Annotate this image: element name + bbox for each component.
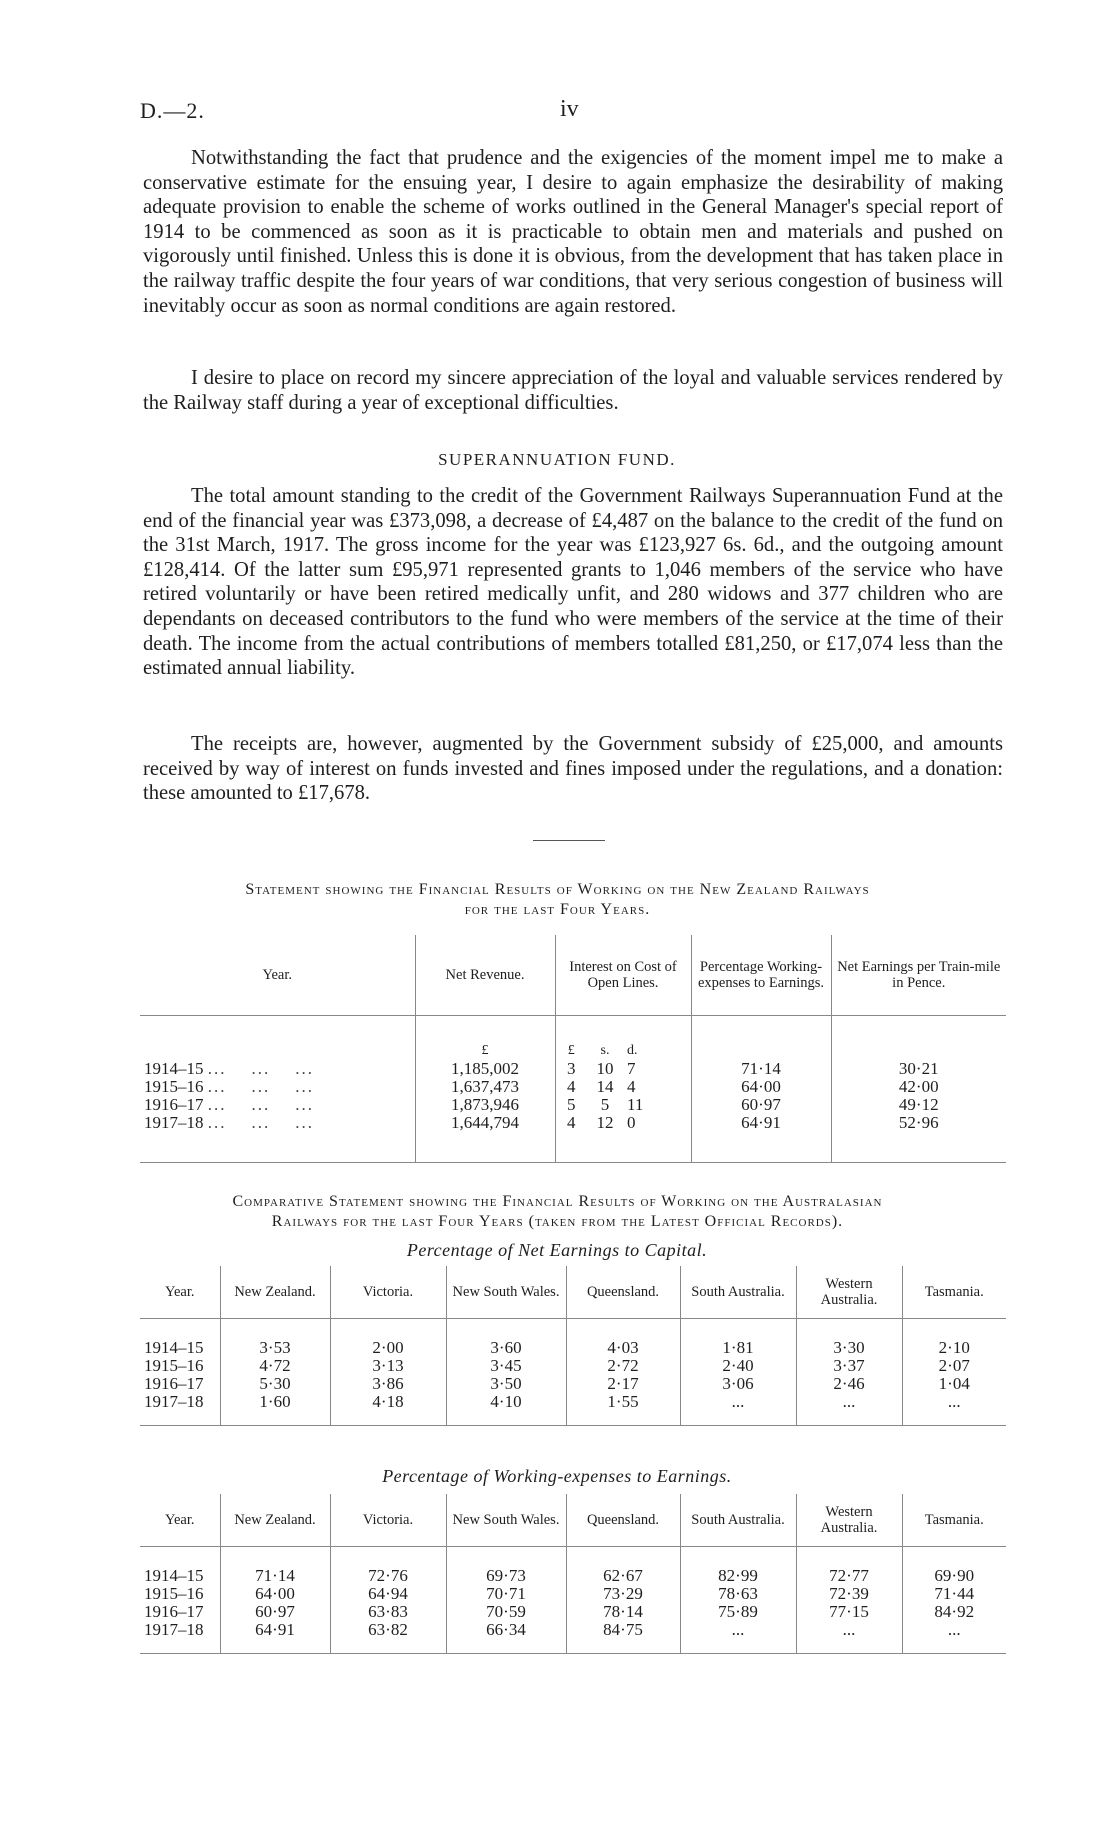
nz-caption-line-1: Statement showing the Financial Results of Working on the New Zealand Railways xyxy=(245,881,870,898)
cell-value: 84·92 xyxy=(902,1603,1006,1621)
cell-value: 2·00 xyxy=(330,1319,446,1358)
cell-value: 3·30 xyxy=(796,1319,902,1358)
nz-col-working-expenses: Percentage Working-expenses to Earnings. xyxy=(691,935,831,1016)
col-new-south-wales: New South Wales. xyxy=(446,1494,566,1547)
cell-value: 3·13 xyxy=(330,1357,446,1375)
cell-value: ... xyxy=(680,1621,796,1654)
cell-working-pct: 60·97 xyxy=(691,1096,831,1114)
we-header-row xyxy=(140,1494,1006,1547)
cell-value: 77·15 xyxy=(796,1603,902,1621)
cell-value: 4·72 xyxy=(220,1357,330,1375)
cell-revenue: 1,873,946 xyxy=(415,1096,555,1114)
cell-year: 1917–18 xyxy=(140,1621,220,1654)
table-row xyxy=(140,1319,1006,1358)
cell-int-pounds: 5 xyxy=(555,1096,587,1114)
cell-int-pence: 7 xyxy=(627,1059,636,1078)
unit-pound: £ xyxy=(415,1016,555,1061)
cell-value: 4·18 xyxy=(330,1393,446,1426)
cell-int-shillings: 5 xyxy=(600,1095,610,1114)
cell-value: 78·14 xyxy=(566,1603,680,1621)
cell-value: 5·30 xyxy=(220,1375,330,1393)
cell-value: 72·77 xyxy=(796,1547,902,1586)
cell-value: 72·76 xyxy=(330,1547,446,1586)
cell-value: ... xyxy=(796,1621,902,1654)
cell-year: 1914–15 xyxy=(144,1338,204,1357)
nz-col-earnings-per-mile: Net Earnings per Train-mile in Pence. xyxy=(831,935,1006,1016)
cell-value: 60·97 xyxy=(220,1603,330,1621)
nz-caption-line-2: for the last Four Years. xyxy=(464,901,651,918)
cell-value: 1·55 xyxy=(566,1393,680,1426)
paragraph-staff-appreciation: I desire to place on record my sincere appreciation of the loyal and valuable services rendered by the Railway staff during a year of exceptional difficulties. xyxy=(143,367,1003,414)
col-new-south-wales: New South Wales. xyxy=(446,1266,566,1319)
cell-value: 2·72 xyxy=(566,1357,680,1375)
cell-value: 64·94 xyxy=(330,1585,446,1603)
cell-value: ... xyxy=(680,1393,796,1426)
cell-year: 1915–16 xyxy=(144,1356,204,1375)
cell-value: ... xyxy=(902,1621,1006,1654)
table-row xyxy=(140,1547,1006,1586)
cell-int-pence: 11 xyxy=(627,1095,644,1114)
working-expenses-table xyxy=(140,1494,1006,1654)
cell-value: 66·34 xyxy=(446,1621,566,1654)
cell-earnings-pence: 30·21 xyxy=(831,1060,1006,1078)
col-queensland: Queensland. xyxy=(566,1494,680,1547)
cell-int-pounds: 4 xyxy=(555,1078,587,1096)
cell-value: ... xyxy=(902,1393,1006,1426)
cell-value: 71·44 xyxy=(902,1585,1006,1603)
col-victoria: Victoria. xyxy=(330,1494,446,1547)
cell-int-pounds: 4 xyxy=(555,1114,587,1163)
cell-value: 64·00 xyxy=(220,1585,330,1603)
col-year: Year. xyxy=(140,1494,220,1547)
cell-value: 3·60 xyxy=(446,1319,566,1358)
cell-int-shillings: 10 xyxy=(596,1059,614,1078)
cell-int-pence: 0 xyxy=(623,1114,691,1163)
cell-revenue: 1,644,794 xyxy=(415,1114,555,1163)
cell-year: 1915–16 xyxy=(144,1584,204,1603)
leader-dots: ... ... ... xyxy=(207,1077,314,1096)
cell-year: 1914–15 xyxy=(144,1566,204,1585)
leader-dots: ... ... ... xyxy=(207,1095,314,1114)
paragraph-works-scheme: Notwithstanding the fact that prudence and the exigencies of the moment impel me to make a conservative estimate for the ensuing year, I desire to again emphasize the desirability of making adequate provision to enable the scheme of works outlined in the General Manager's special report of 1914 to be commenced as soon as it is practicable to obtain men and materials and pushed on vigorously until finished. Unless this is done it is obvious, from the development that has taken place in the railway traffic despite the four years of war conditions, that very serious congestion of business will inevitably occur as soon as normal conditions are again restored. xyxy=(143,147,1003,317)
cell-value: 1·60 xyxy=(220,1393,330,1426)
cell-year: 1916–17 xyxy=(144,1602,204,1621)
col-queensland: Queensland. xyxy=(566,1266,680,1319)
cell-value: 2·07 xyxy=(902,1357,1006,1375)
col-tasmania: Tasmania. xyxy=(902,1494,1006,1547)
nz-col-interest: Interest on Cost of Open Lines. xyxy=(555,935,691,1016)
cell-value: 73·29 xyxy=(566,1585,680,1603)
cell-value: 69·90 xyxy=(902,1547,1006,1586)
table-row xyxy=(140,1060,1006,1078)
cell-value: 63·82 xyxy=(330,1621,446,1654)
nz-col-year: Year. xyxy=(140,935,415,1016)
cell-revenue: 1,185,002 xyxy=(415,1060,555,1078)
cell-value: 84·75 xyxy=(566,1621,680,1654)
table-row xyxy=(140,1603,1006,1621)
unit-pence: d. xyxy=(627,1043,638,1058)
cell-value: 82·99 xyxy=(680,1547,796,1586)
table-row xyxy=(140,1096,1006,1114)
col-south-australia: South Australia. xyxy=(680,1266,796,1319)
col-western-australia: Western Australia. xyxy=(796,1266,902,1319)
row-year: 1916–17 xyxy=(144,1095,204,1114)
row-year: 1914–15 xyxy=(144,1059,204,1078)
aus-caption-line-2: Railways for the last Four Years (taken from the Latest Official Records). xyxy=(271,1213,844,1230)
table-row xyxy=(140,1585,1006,1603)
cell-int-shillings: 14 xyxy=(596,1077,614,1096)
nz-col-net-revenue: Net Revenue. xyxy=(415,935,555,1016)
cell-value: 63·83 xyxy=(330,1603,446,1621)
cell-value: 4·10 xyxy=(446,1393,566,1426)
cell-earnings-pence: 49·12 xyxy=(831,1096,1006,1114)
cell-value: 62·67 xyxy=(566,1547,680,1586)
col-year: Year. xyxy=(140,1266,220,1319)
nz-units-row xyxy=(140,1016,1006,1061)
cell-value: 3·45 xyxy=(446,1357,566,1375)
leader-dots: ... ... ... xyxy=(207,1113,314,1132)
page-number: iv xyxy=(560,96,579,122)
table-row xyxy=(140,1357,1006,1375)
cell-earnings-pence: 42·00 xyxy=(831,1078,1006,1096)
cell-value: 70·59 xyxy=(446,1603,566,1621)
cell-value: 2·40 xyxy=(680,1357,796,1375)
cell-value: 2·10 xyxy=(902,1319,1006,1358)
nz-table-caption xyxy=(120,880,995,920)
nz-header-row xyxy=(140,935,1006,1016)
cell-value: 3·86 xyxy=(330,1375,446,1393)
net-header-row xyxy=(140,1266,1006,1319)
unit-pound: £ xyxy=(555,1016,587,1061)
cell-value: 72·39 xyxy=(796,1585,902,1603)
cell-working-pct: 64·00 xyxy=(691,1078,831,1096)
cell-value: 70·71 xyxy=(446,1585,566,1603)
nz-results-table xyxy=(140,935,1006,1163)
working-expenses-subtitle: Percentage of Working-expenses to Earnings. xyxy=(382,1466,732,1486)
cell-year: 1916–17 xyxy=(144,1374,204,1393)
cell-revenue: 1,637,473 xyxy=(415,1078,555,1096)
net-earnings-subtitle: Percentage of Net Earnings to Capital. xyxy=(406,1240,708,1260)
aus-caption-line-1: Comparative Statement showing the Financial Results of Working on the Australasian xyxy=(232,1193,883,1210)
row-year: 1917–18 xyxy=(144,1113,204,1132)
cell-value: 1·81 xyxy=(680,1319,796,1358)
col-new-zealand: New Zealand. xyxy=(220,1266,330,1319)
cell-value: 3·50 xyxy=(446,1375,566,1393)
aus-caption xyxy=(110,1192,1005,1232)
cell-value: 3·53 xyxy=(220,1319,330,1358)
cell-value: 3·06 xyxy=(680,1375,796,1393)
cell-working-pct: 71·14 xyxy=(691,1060,831,1078)
cell-working-pct: 64·91 xyxy=(691,1114,831,1163)
cell-earnings-pence: 52·96 xyxy=(831,1114,1006,1163)
section-divider xyxy=(533,840,605,841)
cell-value: 2·17 xyxy=(566,1375,680,1393)
row-year: 1915–16 xyxy=(144,1077,204,1096)
table-row xyxy=(140,1375,1006,1393)
cell-value: 69·73 xyxy=(446,1547,566,1586)
unit-shilling: s. xyxy=(600,1043,610,1058)
col-new-zealand: New Zealand. xyxy=(220,1494,330,1547)
cell-value: 3·37 xyxy=(796,1357,902,1375)
cell-value: 2·46 xyxy=(796,1375,902,1393)
col-south-australia: South Australia. xyxy=(680,1494,796,1547)
cell-value: 75·89 xyxy=(680,1603,796,1621)
cell-value: 71·14 xyxy=(220,1547,330,1586)
section-title: SUPERANNUATION FUND. xyxy=(438,450,676,469)
col-western-australia: Western Australia. xyxy=(796,1494,902,1547)
cell-value: ... xyxy=(796,1393,902,1426)
table-row xyxy=(140,1114,1006,1163)
cell-value: 64·91 xyxy=(220,1621,330,1654)
paragraph-fund-balance: The total amount standing to the credit of the Government Railways Superannuation Fund at the end of the financial year was £373,098, a decrease of £4,487 on the balance to the credit of the fund on the 31st March, 1917. The gross income for the year was £123,927 6s. 6d., and the outgoing amount £128,414. Of the latter sum £95,971 represented grants to 1,046 members of the service who have retired voluntarily or have been retired medically unfit, and 280 widows and 377 children who are dependants on deceased contributors to the fund who were members of the service at the time of their death. The income from the actual contributions of members totalled £81,250, or £17,074 less than the estimated annual liability. xyxy=(143,485,1003,680)
cell-value: 78·63 xyxy=(680,1585,796,1603)
table-row xyxy=(140,1621,1006,1654)
col-tasmania: Tasmania. xyxy=(902,1266,1006,1319)
table-row xyxy=(140,1393,1006,1426)
cell-int-pence: 4 xyxy=(627,1077,636,1096)
cell-int-shillings: 12 xyxy=(587,1114,623,1163)
net-earnings-table xyxy=(140,1266,1006,1426)
paragraph-fund-receipts: The receipts are, however, augmented by the Government subsidy of £25,000, and amounts received by way of interest on funds invested and fines imposed under the regulations, and a donation: these amounted to £17,678. xyxy=(143,733,1003,805)
cell-value: 4·03 xyxy=(566,1319,680,1358)
cell-year: 1917–18 xyxy=(140,1393,220,1426)
col-victoria: Victoria. xyxy=(330,1266,446,1319)
leader-dots: ... ... ... xyxy=(207,1059,314,1078)
document-reference: D.—2. xyxy=(140,98,205,123)
cell-int-pounds: 3 xyxy=(555,1060,587,1078)
cell-value: 1·04 xyxy=(902,1375,1006,1393)
table-row xyxy=(140,1078,1006,1096)
